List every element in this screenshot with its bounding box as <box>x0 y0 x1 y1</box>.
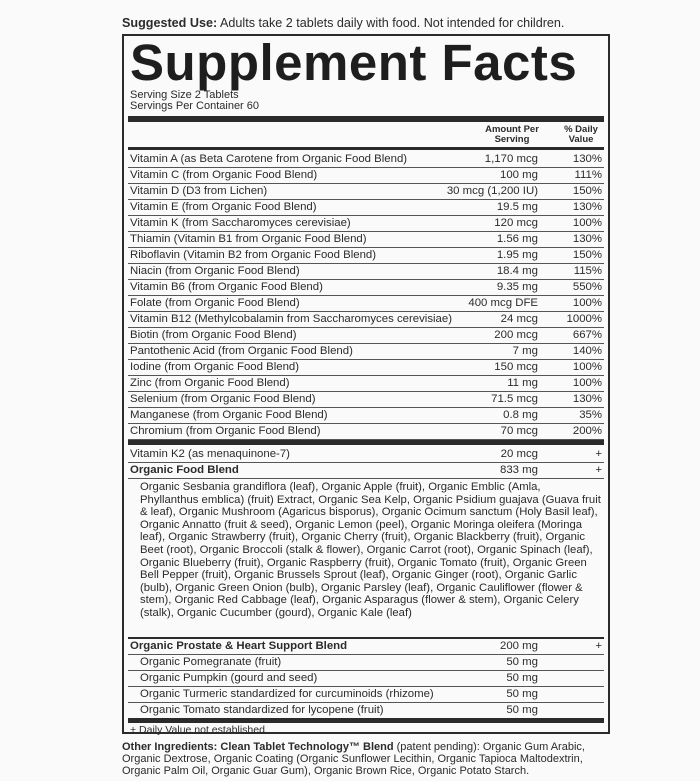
table-row <box>128 359 604 376</box>
suggested-use-text: Adults take 2 tablets daily with food. Not intended for children. <box>220 16 565 30</box>
row-dv: 150% <box>572 185 602 197</box>
serving-info <box>130 90 259 112</box>
table-row <box>128 231 604 248</box>
row-amount: 100 mg <box>500 169 538 181</box>
amount-header-line1: Amount Per <box>485 124 539 135</box>
row-amount: 20 mcg <box>500 448 538 460</box>
row-name: Niacin (from Organic Food Blend) <box>130 265 300 277</box>
prostate-blend-row <box>128 638 604 655</box>
row-amount: 70 mcg <box>500 425 538 437</box>
row-amount: 18.4 mg <box>496 265 538 277</box>
row-dv: + <box>595 464 602 476</box>
row-amount: 200 mcg <box>494 329 538 341</box>
row-dv: 200% <box>572 425 602 437</box>
thick-rule <box>128 116 604 122</box>
row-name: Zinc (from Organic Food Blend) <box>130 377 290 389</box>
table-row <box>128 199 604 216</box>
row-dv: 115% <box>573 265 602 277</box>
row-name: Organic Pumpkin (gourd and seed) <box>140 672 318 684</box>
row-dv: 100% <box>572 377 602 389</box>
row-name: Organic Pomegranate (fruit) <box>140 656 282 668</box>
other-ingredients-text: (patent pending): Organic Gum Arabic, Organic Dextrose, Organic Coating (Organic Sunflower Lecithin, Organic Tapioca Maltodextrin, Organic Palm Oil, Organic Guar Gum), Organic Brown Rice, Organic Potato Starch. <box>122 741 585 778</box>
row-amount: 400 mcg DFE <box>468 297 538 309</box>
row-amount: 200 mg <box>500 640 538 652</box>
row-dv: 100% <box>572 361 602 373</box>
row-dv: 1000% <box>566 313 602 325</box>
row-name: Manganese (from Organic Food Blend) <box>130 409 328 421</box>
serving-size: Serving Size 2 Tablets <box>130 89 239 101</box>
table-row <box>128 327 604 344</box>
row-amount: 9.35 mg <box>496 281 538 293</box>
dv-header <box>556 125 606 145</box>
row-name: Folate (from Organic Food Blend) <box>130 297 300 309</box>
table-row <box>128 407 604 424</box>
table-row <box>128 215 604 232</box>
table-row <box>128 151 604 168</box>
table-row <box>128 423 604 440</box>
supplement-facts-panel <box>122 34 610 734</box>
row-amount: 50 mg <box>506 704 538 716</box>
row-amount: 71.5 mcg <box>491 393 538 405</box>
row-amount: 30 mcg (1,200 IU) <box>446 185 538 197</box>
row-name: Selenium (from Organic Food Blend) <box>130 393 316 405</box>
row-name: Riboflavin (Vitamin B2 from Organic Food Blend) <box>130 249 377 261</box>
table-row <box>128 686 604 703</box>
table-row <box>128 295 604 312</box>
vitamin-k2-row <box>128 446 604 463</box>
table-row <box>128 391 604 408</box>
row-dv: 100% <box>572 217 602 229</box>
table-row <box>128 343 604 360</box>
amount-header-line2: Serving <box>494 134 530 145</box>
row-dv: + <box>595 448 602 460</box>
row-amount: 150 mcg <box>494 361 538 373</box>
suggested-use <box>122 16 622 30</box>
row-name: Organic Tomato standardized for lycopene (fruit) <box>140 704 384 716</box>
table-row <box>128 167 604 184</box>
row-amount: 24 mcg <box>500 313 538 325</box>
row-name: Iodine (from Organic Food Blend) <box>130 361 300 373</box>
row-amount: 50 mg <box>506 672 538 684</box>
row-name: Vitamin E (from Organic Food Blend) <box>130 201 317 213</box>
table-row <box>128 375 604 392</box>
row-name: Thiamin (Vitamin B1 from Organic Food Blend) <box>130 233 367 245</box>
table-row <box>128 279 604 296</box>
table-row <box>128 702 604 719</box>
row-name: Vitamin K2 (as menaquinone-7) <box>130 448 290 460</box>
row-dv: 130% <box>572 201 602 213</box>
row-name: Vitamin K (from Saccharomyces cerevisiae) <box>130 217 351 229</box>
panel-title: Supplement Facts <box>130 34 578 91</box>
servings-per-container: Servings Per Container 60 <box>130 100 260 112</box>
table-row <box>128 183 604 200</box>
food-blend-ingredients: Organic Sesbania grandiflora (leaf), Organic Apple (fruit), Organic Emblic (Amla, Phyllanthus emblica) (fruit) Extract, Organic Sea Kelp, Organic Psidium guajava (Guava fruit & leaf), Organic Mushroom (Agaricus bisporus), Organic Ocimum sanctum (Holy Basil leaf), Organic Annatto (fruit & seed), Organic Lemon (peel), Organic Moringa oleifera (Moringa leaf), Organic Strawberry (fruit), Organic Cherry (fruit), Organic Blackberry (fruit), Organic Beet (root), Organic Broccoli (stalk & flower), Organic Carrot (root), Organic Spinach (leaf), Organic Blueberry (fruit), Organic Raspberry (fruit), Organic Tomato (fruit), Organic Green Bell Pepper (fruit), Organic Brussels Sprout (leaf), Organic Ginger (root), Organic Garlic (bulb), Organic Green Onion (bulb), Organic Parsley (leaf), Organic Cauliflower (flower & stem), Organic Red Cabbage (leaf), Organic Asparagus (flower & stem), Organic Celery (stalk), Organic Cucumber (gourd), Organic Kale (leaf) <box>140 481 601 619</box>
row-dv: 111% <box>574 169 602 181</box>
row-amount: 19.5 mg <box>496 201 538 213</box>
row-dv: 35% <box>579 409 602 421</box>
row-name: Vitamin D (D3 from Lichen) <box>130 185 268 197</box>
row-name: Organic Turmeric standardized for curcuminoids (rhizome) <box>140 688 434 700</box>
row-dv: 667% <box>572 329 602 341</box>
row-dv: 140% <box>572 345 602 357</box>
row-amount: 50 mg <box>506 688 538 700</box>
header-rule <box>128 147 604 150</box>
suggested-use-label: Suggested Use: <box>122 16 218 30</box>
row-amount: 0.8 mg <box>503 409 538 421</box>
table-row <box>128 670 604 687</box>
amount-header <box>472 125 552 145</box>
dv-header-line2: Value <box>568 134 594 145</box>
row-name: Vitamin B12 (Methylcobalamin from Saccharomyces cerevisiae) <box>130 313 453 325</box>
other-ingredients-label: Other Ingredients: Clean Tablet Technology™ Blend <box>122 741 394 753</box>
row-dv: 100% <box>572 297 602 309</box>
thick-rule-2 <box>128 440 604 445</box>
row-dv: 130% <box>572 153 602 165</box>
row-name: Pantothenic Acid (from Organic Food Blend) <box>130 345 353 357</box>
row-dv: 130% <box>572 233 602 245</box>
footnote: + Daily Value not established. <box>130 724 268 736</box>
table-row <box>128 263 604 280</box>
row-dv: + <box>595 640 602 652</box>
row-name: Chromium (from Organic Food Blend) <box>130 425 321 437</box>
row-amount: 1.95 mg <box>496 249 538 261</box>
row-name: Biotin (from Organic Food Blend) <box>130 329 297 341</box>
row-name: Vitamin C (from Organic Food Blend) <box>130 169 318 181</box>
table-row <box>128 654 604 671</box>
table-row <box>128 247 604 264</box>
row-amount: 50 mg <box>506 656 538 668</box>
row-amount: 7 mg <box>512 345 538 357</box>
row-amount: 120 mcg <box>494 217 538 229</box>
row-amount: 1,170 mcg <box>484 153 538 165</box>
table-row <box>128 311 604 328</box>
row-amount: 1.56 mg <box>496 233 538 245</box>
row-amount: 11 mg <box>507 377 538 389</box>
other-ingredients <box>122 741 612 778</box>
bottom-rule <box>128 718 604 723</box>
food-blend-row <box>128 462 604 479</box>
dv-header-line1: % Daily <box>564 124 598 135</box>
row-name: Vitamin B6 (from Organic Food Blend) <box>130 281 323 293</box>
row-dv: 550% <box>572 281 602 293</box>
row-amount: 833 mg <box>500 464 538 476</box>
row-dv: 150% <box>572 249 602 261</box>
row-name: Organic Prostate & Heart Support Blend <box>130 640 348 652</box>
row-dv: 130% <box>572 393 602 405</box>
row-name: Vitamin A (as Beta Carotene from Organic Food Blend) <box>130 153 408 165</box>
row-name: Organic Food Blend <box>130 464 239 476</box>
